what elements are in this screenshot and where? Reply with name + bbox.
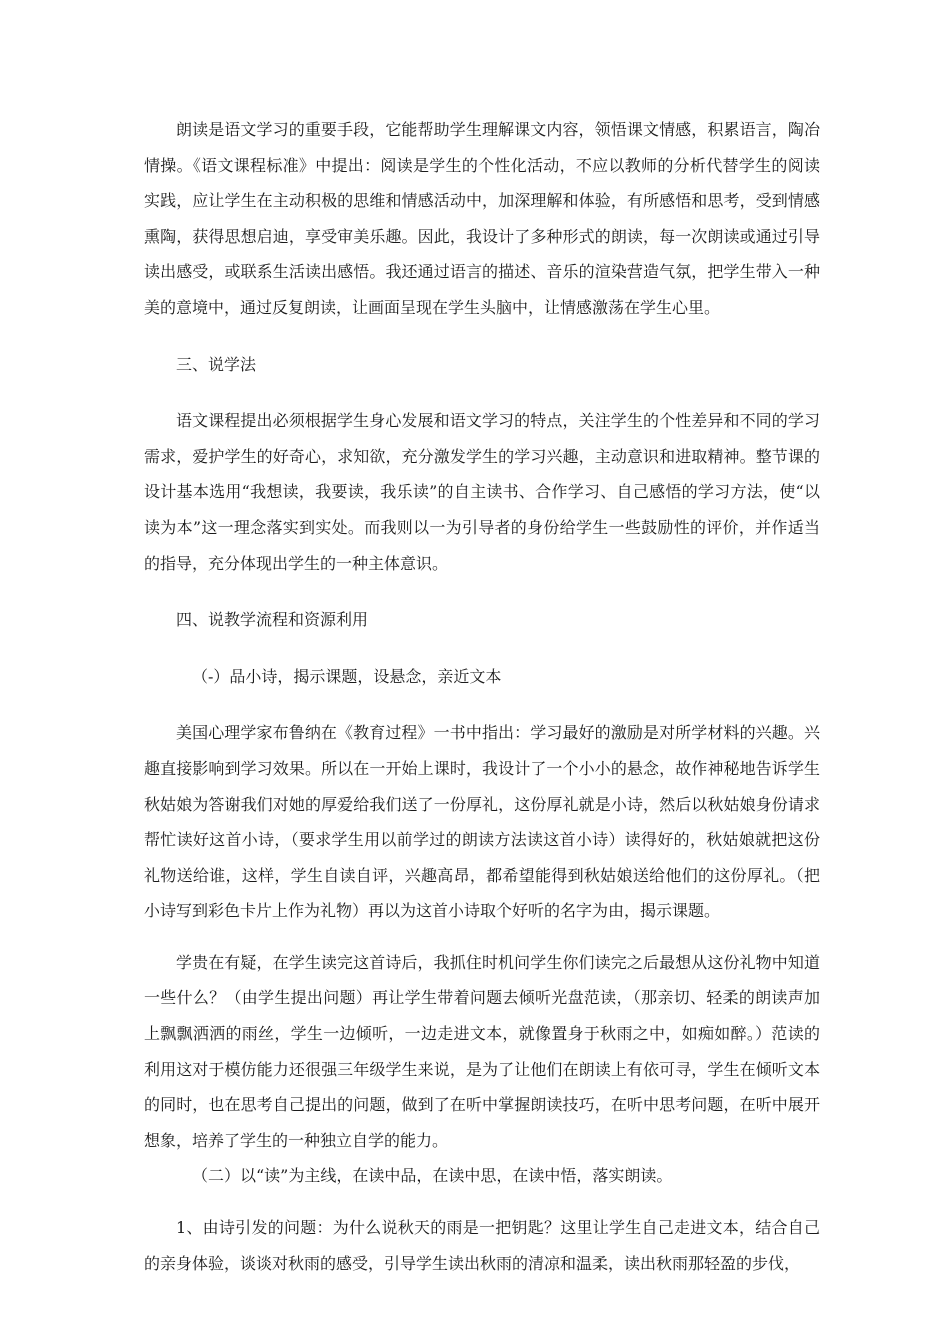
paragraph-questioning: 学贵在有疑，在学生读完这首诗后，我抓住时机问学生你们读完之后最想从这份礼物中知道一些什么？（由学生提出问题）再让学生带着问题去倾听光盘范读，（那亲切、轻柔的朗读声加上飘飘洒洒的雨丝，学生一边倾听，一边走进文本，就像置身于秋雨之中，如痴如醉。）范读的利用这对于模仿能力还很强三年级学生来说，是为了让他们在朗读上有依可寻，学生在倾听文本的同时，也在思考自己提出的问题，做到了在听中掌握朗读技巧，在听中思考问题，在听中展开想象，培养了学生的一种独立自学的能力。 (144, 952, 820, 1150)
paragraph-bruner-interest: 美国心理学家布鲁纳在《教育过程》一书中指出：学习最好的激励是对所学材料的兴趣。兴趣直接影响到学习效果。所以在一开始上课时，我设计了一个小小的悬念，故作神秘地告诉学生秋姑娘为答谢我们对她的厚爱给我们送了一份厚礼，这份厚礼就是小诗，然后以秋姑娘身份请求帮忙读好这首小诗，（要求学生用以前学过的朗读方法读这首小诗）读得好的，秋姑娘就把这份礼物送给谁，这样，学生自读自评，兴趣高昂，都希望能得到秋姑娘送给他们的这份厚礼。（把小诗写到彩色卡片上作为礼物）再以为这首小诗取个好听的名字为由，揭示课题。 (144, 723, 820, 921)
document-page (144, 112, 820, 1281)
paragraph-learning-method: 语文课程提出必须根据学生身心发展和语文学习的特点，关注学生的个性差异和不同的学习需求，爱护学生的好奇心，求知欲，充分激发学生的学习兴趣，主动意识和进取精神。整节课的设计基本选用“我想读，我要读，我乐读”的自主读书、合作学习、自己感悟的学习方法，使“以读为本”这一理念落实到实处。而我则以一为引导者的身份给学生一些鼓励性的评价，并作适当的指导，充分体现出学生的一种主体意识。 (144, 411, 820, 573)
paragraph-key-question: 1、由诗引发的问题：为什么说秋天的雨是一把钥匙？这里让学生自己走进文本，结合自己的亲身体验，谈谈对秋雨的感受，引导学生读出秋雨的清凉和温柔，读出秋雨那轻盈的步伐， (144, 1218, 820, 1273)
section-heading-learning-method: 三、说学法 (176, 354, 257, 374)
section-heading-teaching-flow: 四、说教学流程和资源利用 (176, 610, 369, 630)
subsection-heading-poem: （-）品小诗，揭示课题，设悬念，亲近文本 (192, 666, 502, 686)
paragraph-reading-importance: 朗读是语文学习的重要手段，它能帮助学生理解课文内容，领悟课文情感，积累语言，陶冶情操。《语文课程标准》中提出：阅读是学生的个性化活动，不应以教师的分析代替学生的阅读实践，应让学生在主动积极的思维和情感活动中，加深理解和体验，有所感悟和思考，受到情感熏陶，获得思想启迪，享受审美乐趣。因此，我设计了多种形式的朗读，每一次朗读或通过引导读出感受，或联系生活读出感悟。我还通过语言的描述、音乐的渲染营造气氛，把学生带入一种美的意境中，通过反复朗读，让画面呈现在学生头脑中，让情感激荡在学生心里。 (144, 120, 820, 317)
subsection-heading-reading-mainline: （二）以“读”为主线，在读中品，在读中思，在读中悟，落实朗读。 (192, 1166, 673, 1186)
